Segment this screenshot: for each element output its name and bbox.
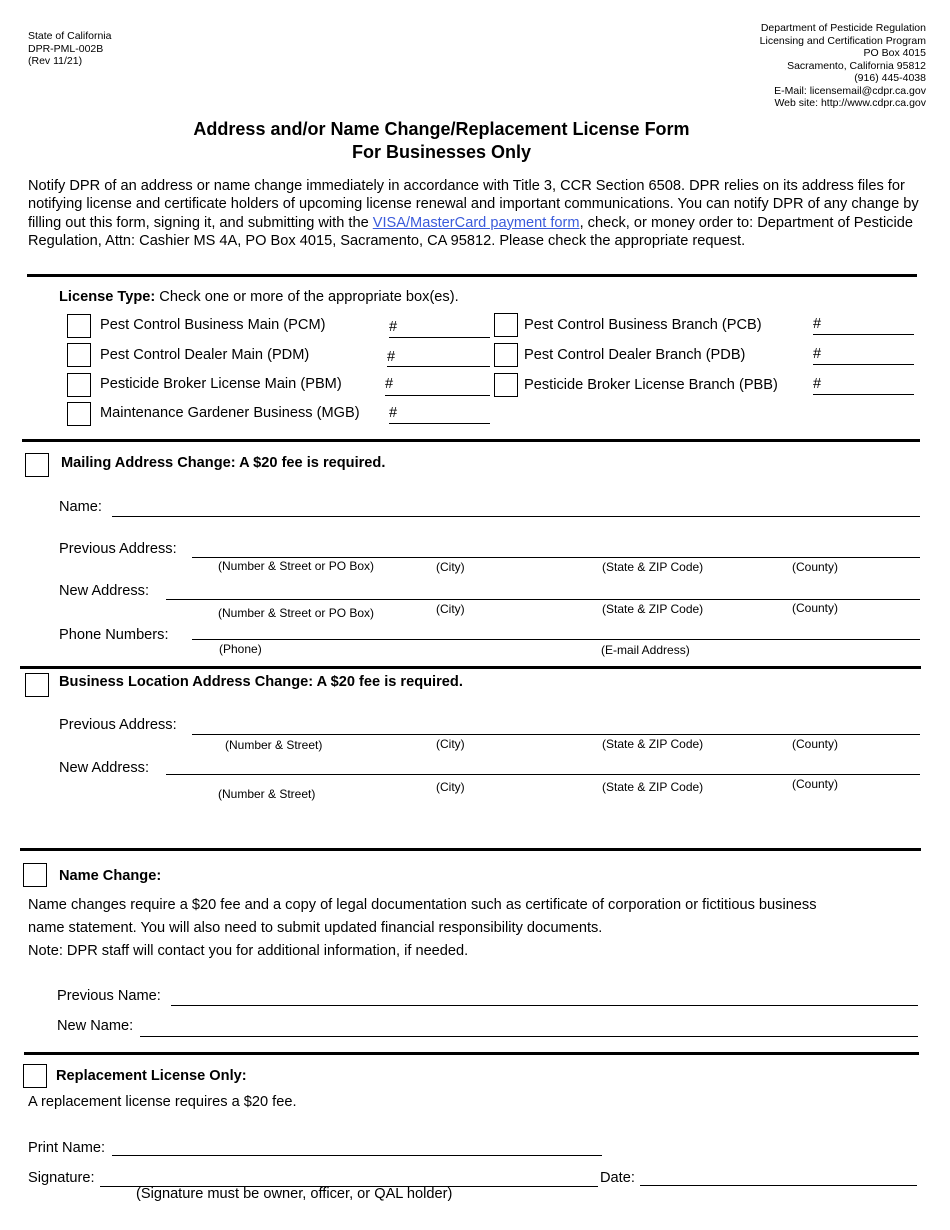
hash-pcm: #: [389, 319, 398, 335]
caption-county: (County): [792, 601, 839, 615]
city-state-zip: Sacramento, California 95812: [787, 59, 926, 72]
checkbox-replacement-license[interactable]: [23, 1064, 47, 1088]
signature-note: (Signature must be owner, officer, or QAL holder): [136, 1186, 453, 1202]
license-type-label: License Type:: [59, 289, 156, 305]
section-divider: [20, 666, 921, 669]
new-name-label: New Name:: [57, 1018, 134, 1034]
po-box: PO Box 4015: [863, 47, 926, 59]
signature-label: Signature:: [28, 1170, 95, 1186]
name-change-text-1: Name changes require a $20 fee and a copy of legal documentation such as certificate of corporation or fictitious business: [28, 897, 817, 913]
label-pdb: Pest Control Dealer Branch (PDB): [524, 347, 746, 363]
location-previous-label: Previous Address:: [59, 717, 177, 733]
new-name-field[interactable]: [140, 1036, 918, 1037]
checkbox-pdb[interactable]: [494, 343, 518, 367]
previous-name-label: Previous Name:: [57, 988, 161, 1004]
mailing-name-field[interactable]: [112, 516, 920, 517]
website: Web site: http://www.cdpr.ca.gov: [774, 97, 926, 109]
form-number: DPR-PML-002B: [28, 42, 104, 55]
section-divider: [22, 439, 920, 442]
agency-name: Department of Pesticide Regulation: [760, 22, 926, 34]
caption-state-zip: (State & ZIP Code): [602, 602, 704, 616]
license-number-mgb[interactable]: [389, 423, 490, 424]
location-new-address-field[interactable]: [166, 774, 920, 775]
caption-street: (Number & Street or PO Box): [218, 606, 375, 620]
checkbox-name-change[interactable]: [23, 863, 47, 887]
caption-city: (City): [436, 602, 465, 616]
mailing-new-label: New Address:: [59, 583, 150, 599]
phone: (916) 445-4038: [854, 72, 926, 84]
mailing-previous-label: Previous Address:: [59, 541, 177, 557]
intro-text-start: Notify DPR of an address or name change immediately in accordance with Title 3, CCR Section 6508. DPR relies on its address files for notifying license and certificate holders of upcoming license renewal and important communications. You can notify DPR of any change by filling out this form, signing it, and submitting with the: [28, 178, 919, 231]
caption-county: (County): [792, 560, 839, 574]
section-divider: [24, 1052, 919, 1055]
license-number-pcm[interactable]: [389, 337, 490, 338]
label-pdm: Pest Control Dealer Main (PDM): [100, 347, 310, 363]
label-pbm: Pesticide Broker License Main (PBM): [100, 376, 342, 392]
caption-street: (Number & Street or PO Box): [218, 559, 375, 573]
hash-pdm: #: [387, 349, 396, 365]
caption-city: (City): [436, 780, 465, 794]
caption-phone: (Phone): [219, 642, 262, 656]
caption-city: (City): [436, 560, 465, 574]
mailing-name-label: Name:: [59, 499, 102, 515]
mailing-phone-email-field[interactable]: [192, 639, 920, 640]
date-label: Date:: [600, 1170, 635, 1186]
hash-pdb: #: [813, 346, 822, 362]
location-new-label: New Address:: [59, 760, 150, 776]
license-number-pdb[interactable]: [813, 364, 914, 365]
checkbox-pcm[interactable]: [67, 314, 91, 338]
checkbox-mgb[interactable]: [67, 402, 91, 426]
mailing-heading: Mailing Address Change: A $20 fee is required.: [61, 455, 386, 471]
section-divider: [27, 274, 917, 277]
hash-pbm: #: [385, 376, 394, 392]
checkbox-pbm[interactable]: [67, 373, 91, 397]
previous-name-field[interactable]: [171, 1005, 918, 1006]
print-name-label: Print Name:: [28, 1140, 106, 1156]
checkbox-pcb[interactable]: [494, 313, 518, 337]
form-id-block: [28, 30, 111, 68]
print-name-field[interactable]: [112, 1155, 602, 1156]
hash-pbb: #: [813, 376, 822, 392]
mailing-previous-address-field[interactable]: [192, 557, 920, 558]
label-mgb: Maintenance Gardener Business (MGB): [100, 405, 360, 421]
section-divider: [20, 848, 921, 851]
checkbox-pbb[interactable]: [494, 373, 518, 397]
hash-mgb: #: [389, 405, 398, 421]
name-change-heading: Name Change:: [59, 868, 162, 884]
caption-county: (County): [792, 777, 839, 791]
checkbox-location-address-change[interactable]: [25, 673, 49, 697]
form-subtitle: For Businesses Only: [351, 142, 532, 162]
name-change-note: Note: DPR staff will contact you for additional information, if needed.: [28, 943, 469, 959]
location-previous-address-field[interactable]: [192, 734, 920, 735]
name-change-description: [28, 894, 928, 963]
license-number-pcb[interactable]: [813, 334, 914, 335]
caption-state-zip: (State & ZIP Code): [602, 780, 704, 794]
program-name: Licensing and Certification Program: [759, 34, 926, 47]
replacement-heading: Replacement License Only:: [56, 1068, 247, 1084]
license-type-instruction: Check one or more of the appropriate box(es).: [155, 289, 459, 305]
state-label: State of California: [28, 30, 112, 42]
checkbox-mailing-address-change[interactable]: [25, 453, 49, 477]
caption-city: (City): [436, 737, 465, 751]
mailing-phone-label: Phone Numbers:: [59, 627, 169, 643]
intro-paragraph: [28, 177, 928, 250]
label-pbb: Pesticide Broker License Branch (PBB): [524, 377, 778, 393]
email: E-Mail: licensemail@cdpr.ca.gov: [774, 84, 926, 97]
date-field[interactable]: [640, 1185, 917, 1186]
form-revision: (Rev 11/21): [28, 55, 83, 67]
form-title: Address and/or Name Change/Replacement License Form: [193, 119, 690, 139]
checkbox-pdm[interactable]: [67, 343, 91, 367]
replacement-fee-text: A replacement license requires a $20 fee.: [28, 1094, 297, 1110]
license-number-pbm[interactable]: [385, 395, 490, 396]
license-number-pbb[interactable]: [813, 394, 914, 395]
caption-street: (Number & Street): [225, 738, 323, 752]
payment-form-link[interactable]: VISA/MasterCard payment form: [372, 214, 580, 231]
caption-state-zip: (State & ZIP Code): [602, 560, 704, 574]
location-heading: Business Location Address Change: A $20 fee is required.: [59, 674, 463, 690]
hash-pcb: #: [813, 316, 822, 332]
caption-county: (County): [792, 737, 839, 751]
caption-email: (E-mail Address): [601, 643, 690, 657]
license-number-pdm[interactable]: [387, 366, 490, 367]
caption-state-zip: (State & ZIP Code): [602, 737, 704, 751]
label-pcb: Pest Control Business Branch (PCB): [524, 317, 762, 333]
intro-text-end: , check, or money order to: Department of Pesticide Regulation, Attn: Cashier MS 4A, PO Box 4015, Sacramento, CA 95812. Please check the appropriate request.: [28, 214, 913, 249]
label-pcm: Pest Control Business Main (PCM): [100, 317, 326, 333]
license-type-heading: [59, 289, 459, 306]
caption-street: (Number & Street): [218, 787, 316, 801]
name-change-text-2: name statement. You will also need to submit updated financial responsibility documents.: [28, 920, 603, 936]
agency-contact-block: [760, 22, 926, 110]
mailing-new-address-field[interactable]: [166, 599, 920, 600]
